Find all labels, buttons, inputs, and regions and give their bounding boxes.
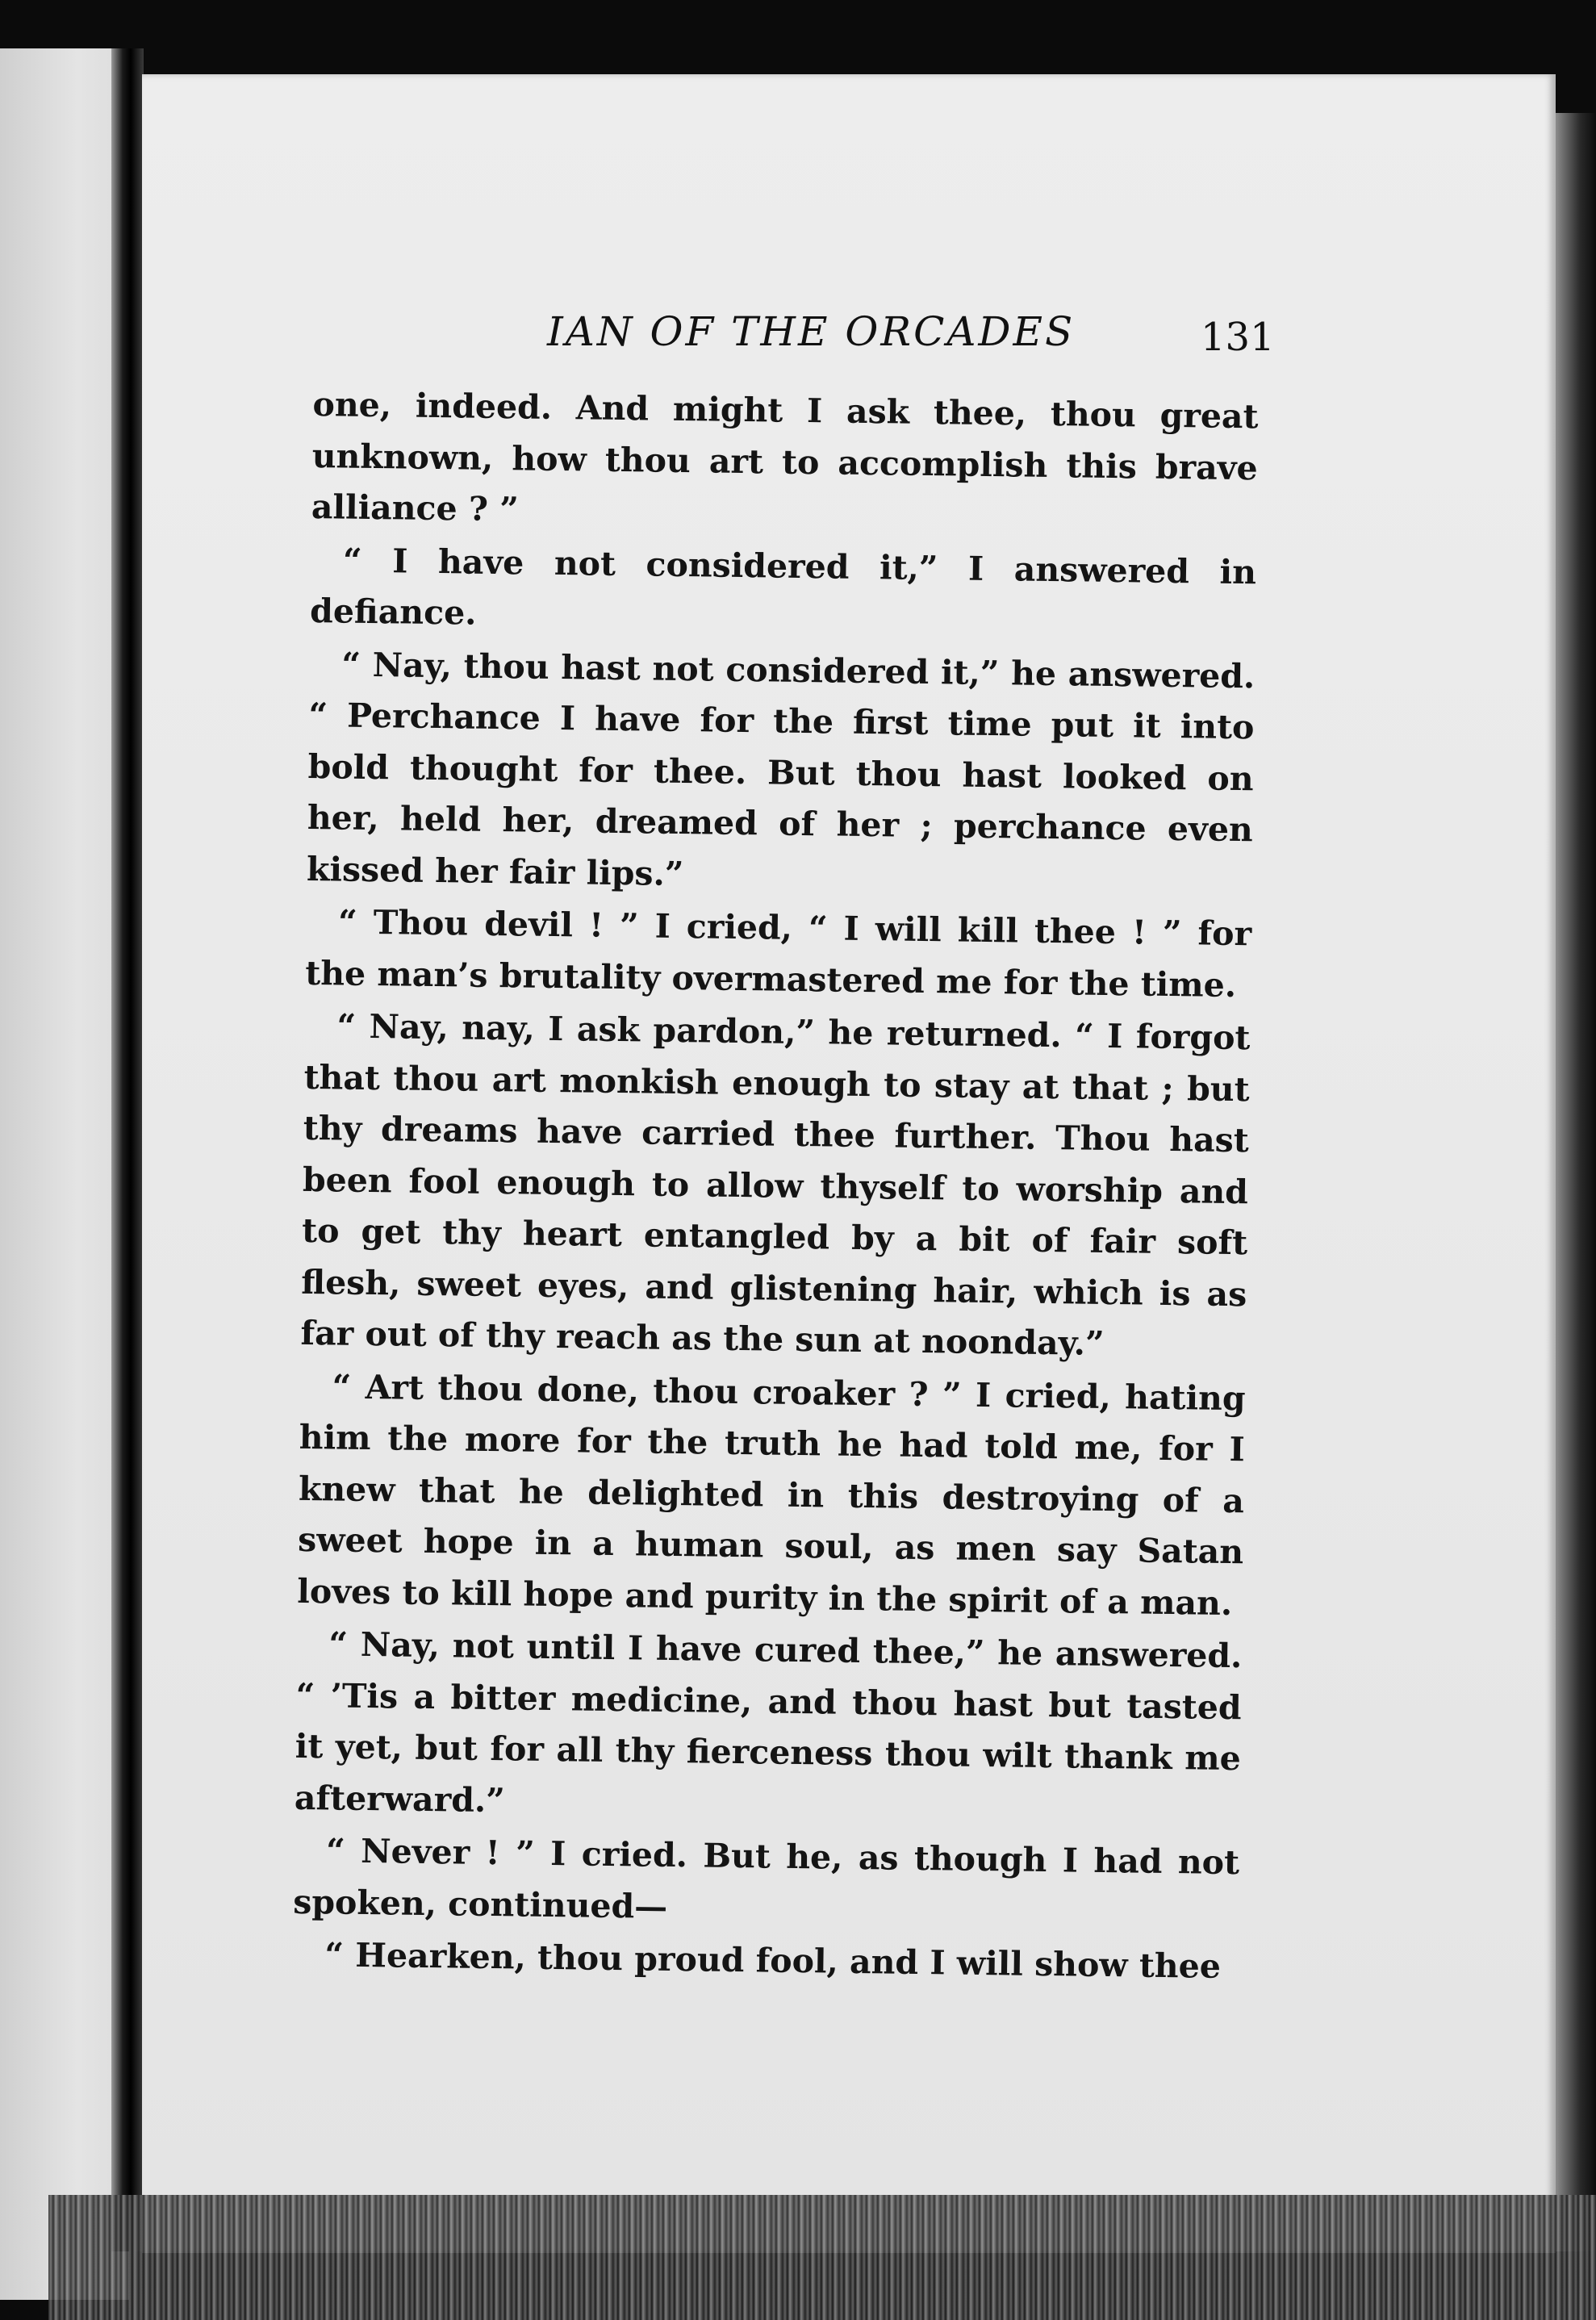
paragraph: “ Nay, not until I have cured thee,” he answered. “ ’Tis a bitter medicine, and thou hast but tasted it yet, but for all thy fierceness thou wilt thank me afterward.” — [294, 1624, 1243, 1820]
paragraph: one, indeed. And might I ask thee, thou great unknown, how thou art to accomplish this brave alliance ? ” — [311, 384, 1259, 529]
paragraph: “ Nay, thou hast not considered it,” he answered. “ Perchance I have for the first time put it into bold thought for thee. But thou hast looked on her, held her, dreamed of her ; perchance even kissed her fair lips.” — [306, 644, 1255, 893]
paragraph: “ Thou devil ! ” I cried, “ I will kill thee ! ” for the man’s brutality overmastered me for the time. — [305, 902, 1252, 1005]
body-text — [292, 379, 1259, 1993]
page-bottom-edge — [48, 2195, 1596, 2320]
page-right-edge — [1556, 113, 1596, 2251]
paragraph: “ Art thou done, thou croaker ? ” I cried, hating him the more for the truth he had told me, for I knew that he delighted in this destroying of a sweet hope in a human soul, as men say Satan loves to kill hope and purity in the spirit of a man. — [297, 1366, 1246, 1623]
page-number: 131 — [1201, 315, 1275, 360]
running-head-title: IAN OF THE ORCADES — [547, 308, 1076, 355]
paragraph: “ I have not considered it,” I answered in defiance. — [309, 541, 1257, 633]
paragraph: “ Nay, nay, I ask pardon,” he returned. “ I forgot that thou art monkish enough to stay at that ; but thy dreams have carried thee further. Thou hast been fool enough to allow thyself to worship and to get thy heart entangled by a bit of fair soft flesh, sweet eyes, and glistening hair, which is as far out of thy reach as the sun at noonday.” — [300, 1006, 1251, 1363]
book-gutter — [111, 48, 144, 2251]
running-head — [0, 300, 1596, 373]
paragraph: “ Never ! ” I cried. But he, as though I had not spoken, continued— — [292, 1831, 1240, 1926]
previous-page-edge — [0, 48, 129, 2300]
paragraph: “ Hearken, thou proud fool, and I will show thee — [324, 1935, 1222, 1986]
